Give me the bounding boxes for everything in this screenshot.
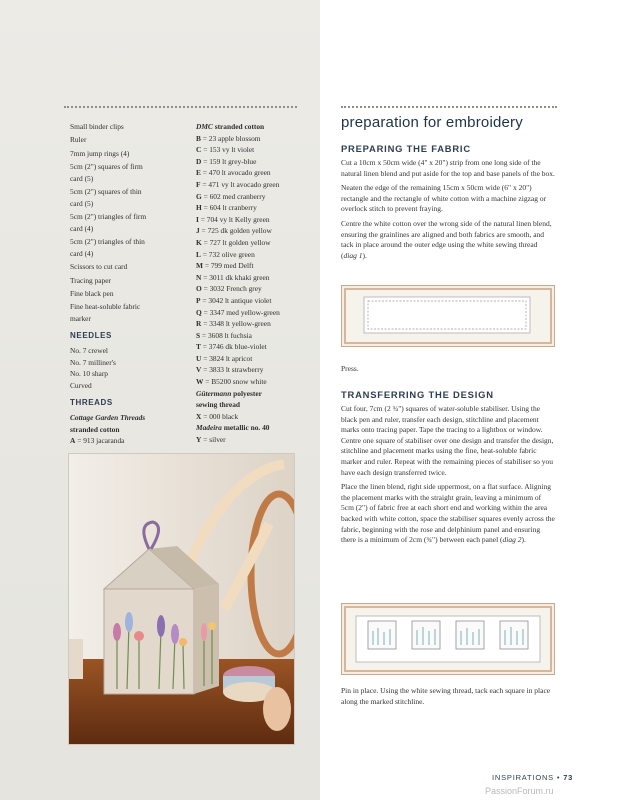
thread-code-item: D = 159 lt grey-blue — [196, 156, 257, 166]
footer-bullet: • — [556, 773, 561, 782]
transfer-section — [341, 389, 555, 550]
thread-code-item: P = 3042 lt antique violet — [196, 295, 272, 305]
embroidered-box-illustration — [69, 454, 295, 745]
thread-code-y: Y = silver — [196, 435, 226, 445]
transfer-paragraph-1: Cut four, 7cm (2 ¾") squares of water-soluble stabiliser. Using the black pen and ruler, transfer each design, stitchline and placement marks onto tracing paper. Tape the tracing to a lightbox or window. Centre one square of stabiliser over one design and transfer the design, stitchline and placement marks using the fine, heat-soluble fabric marker and ruler. Repeat with the remaining pieces of stabiliser so you have each design transferred twice. — [341, 404, 554, 477]
prep-paragraph-1: Cut a 10cm x 50cm wide (4" x 20") strip from one long side of the natural linen blend and put aside for the top and base panels of the box. — [341, 158, 555, 178]
thread-code-item: G = 602 med cranberry — [196, 191, 266, 201]
supplies-items — [70, 121, 192, 324]
madeira-heading: Madeira metallic no. 40 — [196, 423, 270, 433]
thread-code-item: C = 153 vy lt violet — [196, 145, 255, 155]
thread-code-item: T = 3746 dk blue-violet — [196, 342, 267, 352]
thread-code-item: Q = 3347 med yellow-green — [196, 307, 280, 317]
main-divider — [341, 106, 557, 108]
needle-item: No. 7 crewel — [70, 346, 108, 356]
supply-item: Fine black pen — [70, 288, 114, 298]
thread-code-item: E = 470 lt avocado green — [196, 168, 271, 178]
page-number: 73 — [563, 773, 574, 782]
thread-key-list — [196, 121, 306, 446]
thread-code-item: R = 3348 lt yellow-green — [196, 319, 271, 329]
supply-item: card (4) — [70, 248, 94, 258]
supply-item: Tracing paper — [70, 275, 111, 285]
preparing-section — [341, 143, 555, 265]
thread-code-item: N = 3011 dk khaki green — [196, 272, 270, 282]
cottage-garden-brand: Cottage Garden Threads — [70, 413, 146, 423]
prep-paragraph-3: Centre the white cotton over the wrong side of the natural linen blend, ensuring the grainlines are aligned and both fabrics are smooth, and tack in place around the outer edge using the white sewing thread (diag 1). — [341, 218, 552, 260]
thread-code-item: V = 3833 lt strawberry — [196, 365, 264, 375]
supply-item: card (4) — [70, 223, 94, 233]
diagram-2 — [341, 603, 555, 675]
watermark: PassionForum.ru — [485, 786, 554, 796]
thread-code-item: B = 23 apple blossom — [196, 133, 261, 143]
thread-code-item: J = 725 dk golden yellow — [196, 226, 272, 236]
supply-item: 5cm (2") squares of firm — [70, 162, 143, 172]
supplies-list — [70, 121, 192, 447]
transfer-paragraph-2: Place the linen blend, right side uppermost, on a flat surface. Aligning the placement marks with the straight grain, leaving a minimum of 5cm (2") of fabric free at each short end and working within the area backed with white cotton, space the stabiliser squares evenly across the fabric, beginning with the rose and delphinium panel and ensuring there is a minimum of 2cm (¾") between each panel (diag 2). — [341, 482, 555, 545]
footer-section: INSPIRATIONS — [492, 773, 554, 782]
thread-code-item: U = 3824 lt apricot — [196, 353, 253, 363]
needles-items — [70, 345, 192, 391]
thread-code-item: I = 704 vy lt Kelly green — [196, 214, 270, 224]
thread-code-item: K = 727 lt golden yellow — [196, 237, 271, 247]
thread-code-a: A = 913 jacaranda — [70, 436, 125, 446]
prep-paragraph-2: Neaten the edge of the remaining 15cm x 50cm wide (6" x 20") rectangle and the rectangle of white cotton with a machine zigzag or overlock stitch to prevent fraying. — [341, 183, 547, 214]
threads-heading: THREADS — [70, 398, 113, 408]
supply-item: 5cm (2") triangles of firm — [70, 212, 147, 222]
needle-item: No. 10 sharp — [70, 369, 108, 379]
supply-item: 5cm (2") triangles of thin — [70, 237, 145, 247]
thread-code-item: O = 3032 French grey — [196, 284, 262, 294]
thread-code-x: X = 000 black — [196, 411, 239, 421]
diagram-1 — [341, 285, 555, 347]
supply-item: card (5) — [70, 198, 94, 208]
thread-code-item: S = 3608 lt fuchsia — [196, 330, 252, 340]
supply-item: Ruler — [70, 135, 87, 145]
supply-item: 5cm (2") squares of thin — [70, 187, 142, 197]
materials-divider — [64, 106, 297, 108]
supply-item: card (5) — [70, 173, 94, 183]
thread-code-item: W = B5200 snow white — [196, 377, 267, 387]
pin-paragraph: Pin in place. Using the white sewing thread, tack each square in place along the marked stitchline. — [341, 686, 551, 706]
cottage-garden-type: stranded cotton — [70, 424, 120, 434]
press-text: Press. — [341, 364, 359, 373]
project-photo — [68, 453, 295, 745]
gutermann-heading: Gütermann polyester — [196, 388, 262, 398]
needle-item: No. 7 milliner's — [70, 357, 116, 367]
supply-item: Fine heat-soluble fabric — [70, 302, 141, 312]
page-title: preparation for embroidery — [341, 114, 523, 131]
thread-code-item: F = 471 vy lt avocado green — [196, 179, 280, 189]
needle-item: Curved — [70, 380, 92, 390]
supply-item: 7mm jump rings (4) — [70, 148, 130, 158]
gutermann-type: sewing thread — [196, 400, 241, 410]
supply-item: marker — [70, 313, 91, 323]
dmc-items — [196, 133, 306, 388]
dmc-heading: DMC stranded cotton — [196, 122, 265, 131]
needles-heading: NEEDLES — [70, 331, 112, 341]
supply-item: Scissors to cut card — [70, 262, 128, 272]
preparing-heading: PREPARING THE FABRIC — [341, 143, 471, 154]
thread-code-item: L = 732 olive green — [196, 249, 255, 259]
fabric-strip-diagram — [342, 286, 554, 346]
supply-item: Small binder clips — [70, 122, 124, 131]
stabiliser-squares-diagram — [342, 604, 554, 674]
thread-code-item: H = 604 lt cranberry — [196, 203, 257, 213]
page-footer — [492, 773, 573, 782]
transfer-heading: TRANSFERRING THE DESIGN — [341, 389, 494, 400]
thread-code-item: M = 799 med Delft — [196, 261, 254, 271]
